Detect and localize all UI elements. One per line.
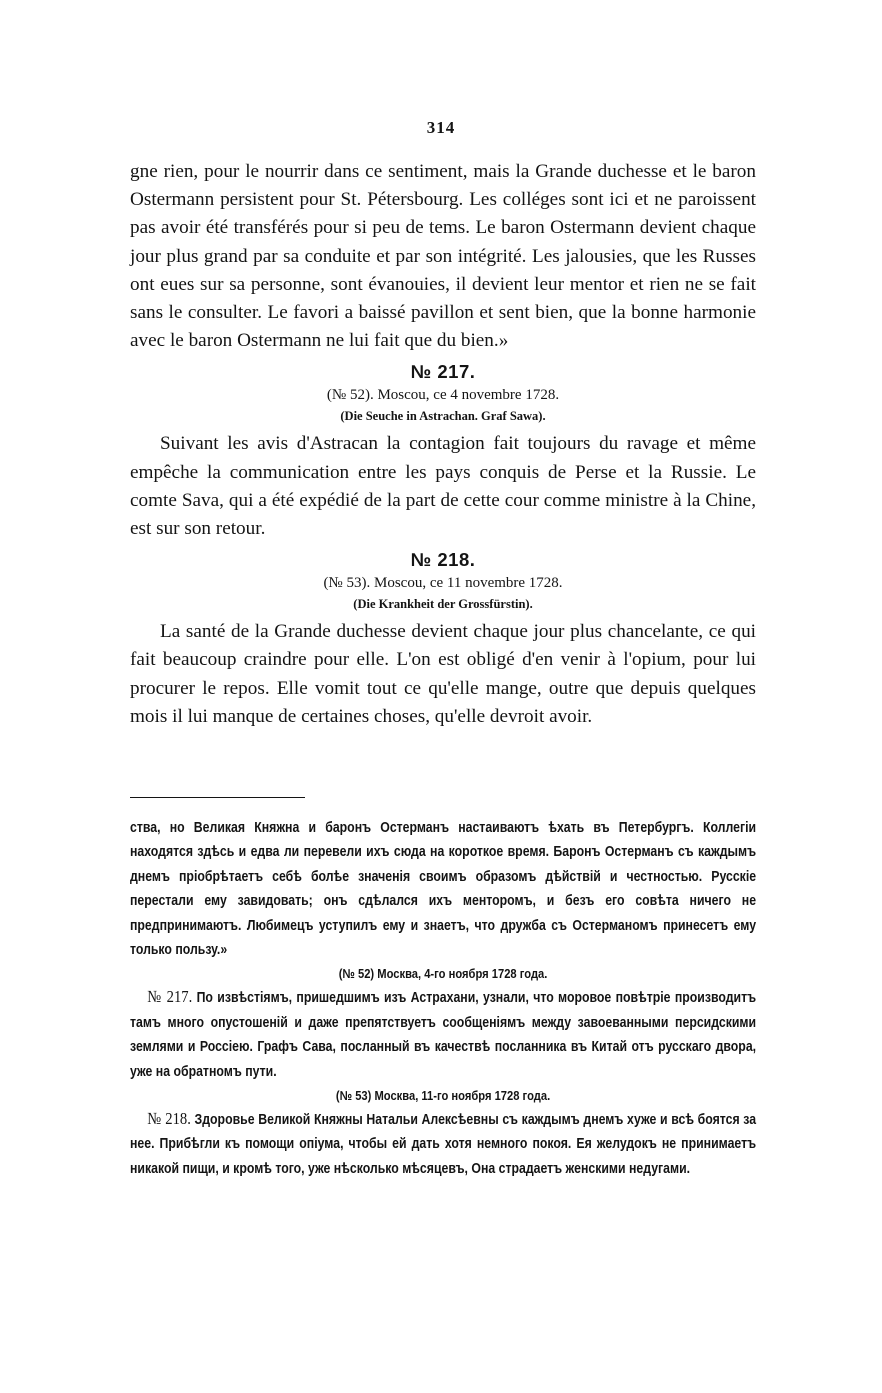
footnote-number-218: № 218. <box>147 1109 191 1129</box>
footnote-divider <box>130 797 305 798</box>
intro-paragraph: gne rien, pour le nourrir dans ce sentiment, mais la Grande duchesse et le baron Ostermann persistent pour St. Pétersbourg. Les colléges sont ici et ne paroissent pas avoir été transférés pour si peu de tems. Le baron Ostermann devient chaque jour plus grand par sa conduite et par son intégrité. Les jalousies, que les Russes ont eues sur sa personne, sont évanouies, il devient leur mentor et rien ne se fait sans le consulter. Le favori a baissé pavillon et sent bien, que la bonne harmonie avec le baron Ostermann ne lui fait que du bien.» <box>130 161 756 352</box>
footnote-continuation: ства, но Великая Княжна и баронъ Остерманъ настаиваютъ ѣхать въ Петербургъ. Коллегіи находятся здѣсь и едва ли перевели ихъ сюда на короткое время. Баронъ Остерманъ съ каждымъ днемъ пріобрѣтаетъ себѣ болѣе значенія своимъ образомъ дѣйствій и честностью. Русскіе перестали ему завидовать; онъ сдѣлался ихъ менторомъ, и безъ его совѣта ничего не предпринимаютъ. Любимецъ уступилъ ему и знаетъ, что дружба съ Остерманомъ принесетъ ему только пользу.» <box>130 820 757 959</box>
document-meta-217: (№ 52). Moscou, ce 4 novembre 1728. <box>326 387 560 404</box>
footnote-entry-218 <box>130 1107 756 1181</box>
document-subject-217: (Die Seuche in Astrachan. Graf Sawa). <box>340 409 546 424</box>
document-subject-218: (Die Krankheit der Grossfürstin). <box>353 597 533 612</box>
footnote-meta-217: (№ 52) Москва, 4-го ноября 1728 года. <box>338 966 548 982</box>
document-number-218: № 218. <box>410 549 476 571</box>
footnote-meta-218: (№ 53) Москва, 11-го ноября 1728 года. <box>335 1088 551 1104</box>
footnote-text-217: По извѣстіямъ, пришедшимъ изъ Астрахани, узнали, что моровое повѣтріе производитъ тамъ много опустошеній и даже препятствуетъ сообщеніямъ между завоеванными персидскими землями и Россіею. Графъ Сава, посланный въ качествѣ посланника въ Китай отъ русскаго двора, уже на обратномъ пути. <box>130 990 757 1080</box>
document-number-217: № 217. <box>410 361 476 383</box>
document-text-218: La santé de la Grande duchesse devient chaque jour plus chancelante, ce qui fait beaucoup craindre pour elle. L'on est obligé d'en venir à l'opium, pour lui procurer le repos. Elle vomit tout ce qu'elle mange, outre que depuis quelques mois il lui manque de certaines choses, qu'elle devroit avoir. <box>130 621 756 727</box>
document-text-217: Suivant les avis d'Astracan la contagion fait toujours du ravage et même empêche la communication entre les pays conquis de Perse et la Russie. Le comte Sava, qui a été expédié de la part de cette cour comme ministre à la Chine, est sur son retour. <box>130 433 756 540</box>
document-meta-218: (№ 53). Moscou, ce 11 novembre 1728. <box>323 575 563 592</box>
main-text <box>130 158 756 731</box>
footnotes <box>130 816 756 1181</box>
footnote-number-217: № 217. <box>147 987 193 1007</box>
footnote-text-218: Здоровье Великой Княжны Натальи Алексѣевны съ каждымъ днемъ хуже и всѣ боятся за нее. Прибѣгли къ помощи опіума, чтобы ей дать хотя немного покоя. Ея желудокъ не принимаетъ никакой пищи, и кромѣ того, уже нѣсколько мѣсяцевъ, Она страдаетъ женскими недугами. <box>130 1112 757 1177</box>
footnote-entry-217 <box>130 985 756 1084</box>
page-number: 314 <box>426 118 456 137</box>
